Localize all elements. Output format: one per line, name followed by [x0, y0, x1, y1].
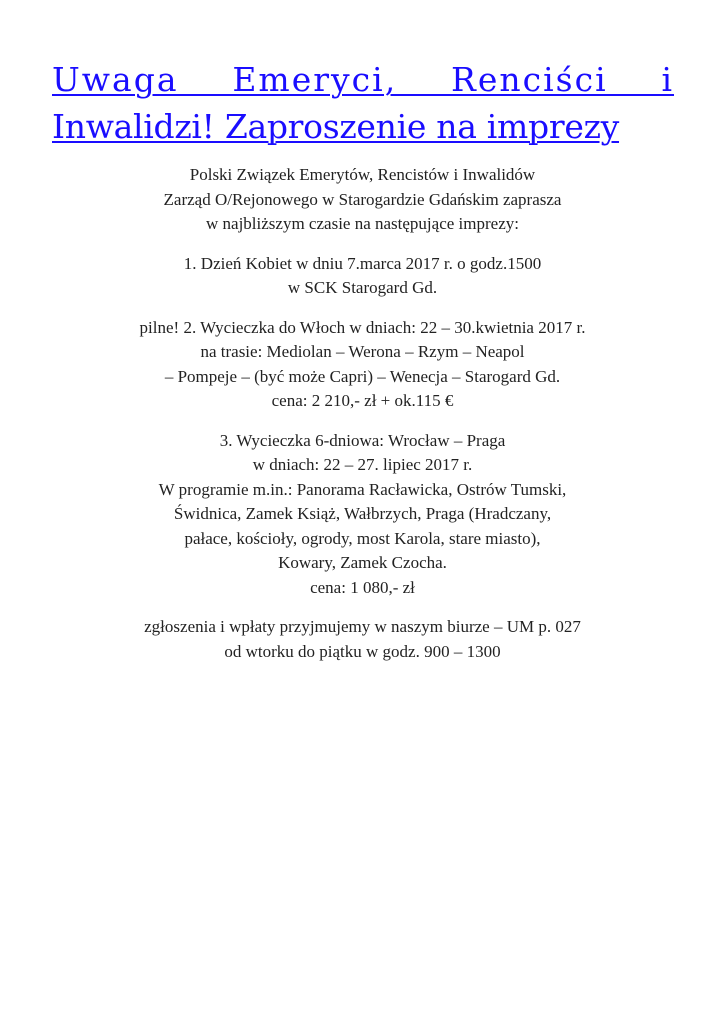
text-line: Kowary, Zamek Czocha.: [278, 553, 447, 572]
text-line: – Pompeje – (być może Capri) – Wenecja – Starogard Gd.: [164, 366, 561, 386]
title-link[interactable]: [52, 56, 674, 150]
event-3-paragraph: [0, 429, 725, 601]
text-line: pałace, kościoły, ogrody, most Karola, stare miasto),: [184, 528, 541, 548]
page-title: [52, 56, 674, 150]
title-line-1: Uwaga Emeryci, Renciści i: [52, 60, 674, 99]
text-line: cena: 2 210,- zł + ok.115 €: [271, 391, 454, 410]
text-line: na trasie: Mediolan – Werona – Rzym – Neapol: [200, 342, 525, 361]
text-line: 1. Dzień Kobiet w dniu 7.marca 2017 r. o godz.1500: [183, 253, 542, 273]
text-line: 3. Wycieczka 6-dniowa: Wrocław – Praga: [219, 430, 506, 450]
intro-paragraph: [0, 163, 725, 237]
text-line: Zarząd O/Rejonowego w Starogardzie Gdańskim zaprasza: [163, 189, 562, 209]
event-1-paragraph: [0, 252, 725, 301]
text-line: cena: 1 080,- zł: [310, 577, 415, 597]
text-line: zgłoszenia i wpłaty przyjmujemy w naszym biurze – UM p. 027: [144, 617, 581, 636]
title-line-2: Inwalidzi! Zaproszenie na imprezy: [52, 107, 620, 146]
text-line: w dniach: 22 – 27. lipiec 2017 r.: [252, 455, 473, 474]
text-line: pilne! 2. Wycieczka do Włoch w dniach: 22 – 30.kwietnia 2017 r.: [139, 317, 586, 337]
text-line: W programie m.in.: Panorama Racławicka, Ostrów Tumski,: [158, 479, 567, 499]
text-line: Polski Związek Emerytów, Rencistów i Inwalidów: [189, 165, 536, 184]
event-2-paragraph: [0, 316, 725, 414]
text-line: od wtorku do piątku w godz. 900 – 1300: [224, 641, 501, 661]
text-line: w SCK Starogard Gd.: [287, 278, 438, 297]
article-body: [0, 163, 725, 679]
registration-paragraph: [0, 615, 725, 664]
article: [52, 56, 674, 150]
text-line: w najbliższym czasie na następujące imprezy:: [206, 214, 519, 233]
text-line: Świdnica, Zamek Książ, Wałbrzych, Praga (Hradczany,: [173, 504, 552, 523]
